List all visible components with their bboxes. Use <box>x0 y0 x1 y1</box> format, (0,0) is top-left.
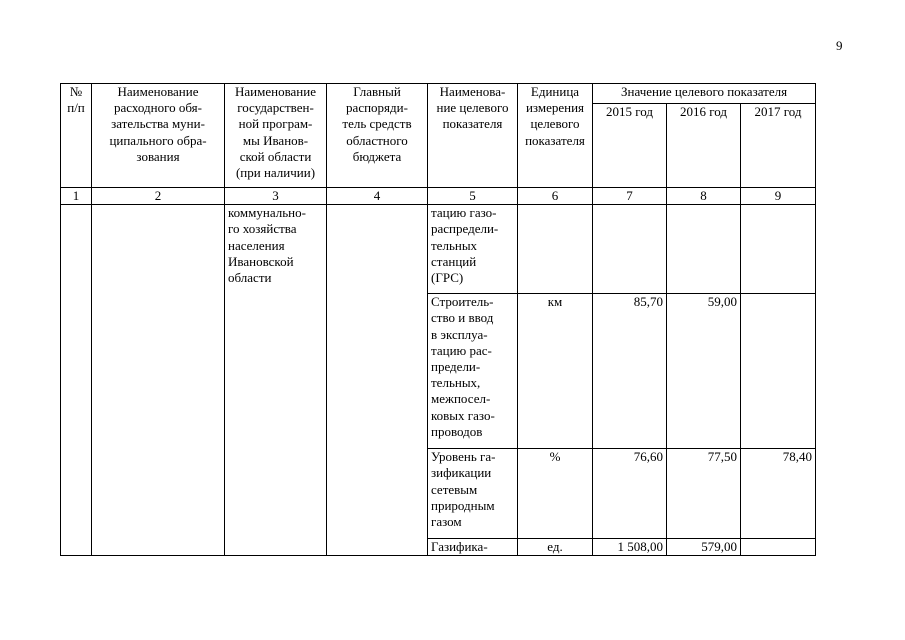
unit-cell: % <box>518 449 593 539</box>
value-2017-cell <box>741 539 816 556</box>
header-year-2017: 2017 год <box>741 104 816 188</box>
header-program: Наименование государствен- ной програм- мы Иванов- ской области (при наличии) <box>225 84 327 188</box>
header-number: № п/п <box>61 84 92 188</box>
program-cell: коммунально- го хозяйства населения Ивановской области <box>225 205 327 556</box>
value-2016-cell: 77,50 <box>667 449 741 539</box>
value-2015-cell: 1 508,00 <box>593 539 667 556</box>
header-obligation: Наименование расходного обя- зательства муни- ципального обра- зования <box>92 84 225 188</box>
column-number: 7 <box>593 188 667 205</box>
value-2015-cell: 76,60 <box>593 449 667 539</box>
column-number: 1 <box>61 188 92 205</box>
obligation-cell <box>92 205 225 556</box>
value-2016-cell <box>667 205 741 294</box>
column-number-row <box>61 188 816 205</box>
column-number: 5 <box>428 188 518 205</box>
page-number: 9 <box>836 38 843 53</box>
header-unit: Единица измерения целевого показателя <box>518 84 593 188</box>
value-2015-cell <box>593 205 667 294</box>
manager-cell <box>327 205 428 556</box>
value-2016-cell: 579,00 <box>667 539 741 556</box>
column-number: 9 <box>741 188 816 205</box>
value-2015-cell: 85,70 <box>593 294 667 449</box>
table-row <box>61 205 816 294</box>
column-number: 2 <box>92 188 225 205</box>
column-number: 4 <box>327 188 428 205</box>
indicator-cell: Строитель- ство и ввод в эксплуа- тацию рас- предели- тельных, межпосел- ковых газо- проводов <box>428 294 518 449</box>
row-number-cell <box>61 205 92 556</box>
target-indicators-table <box>60 83 816 556</box>
value-2016-cell: 59,00 <box>667 294 741 449</box>
value-2017-cell: 78,40 <box>741 449 816 539</box>
header-target-value-group: Значение целевого показателя <box>593 84 816 104</box>
column-number: 3 <box>225 188 327 205</box>
value-2017-cell <box>741 205 816 294</box>
value-2017-cell <box>741 294 816 449</box>
header-year-2016: 2016 год <box>667 104 741 188</box>
header-year-2015: 2015 год <box>593 104 667 188</box>
unit-cell: км <box>518 294 593 449</box>
unit-cell <box>518 205 593 294</box>
unit-cell: ед. <box>518 539 593 556</box>
column-number: 8 <box>667 188 741 205</box>
header-row <box>61 84 816 104</box>
indicator-cell: Уровень га- зификации сетевым природным газом <box>428 449 518 539</box>
header-manager: Главный распоряди- тель средств областного бюджета <box>327 84 428 188</box>
header-indicator: Наименова- ние целевого показателя <box>428 84 518 188</box>
column-number: 6 <box>518 188 593 205</box>
indicator-cell: тацию газо- распредели- тельных станций (ГРС) <box>428 205 518 294</box>
indicator-cell: Газифика- <box>428 539 518 556</box>
